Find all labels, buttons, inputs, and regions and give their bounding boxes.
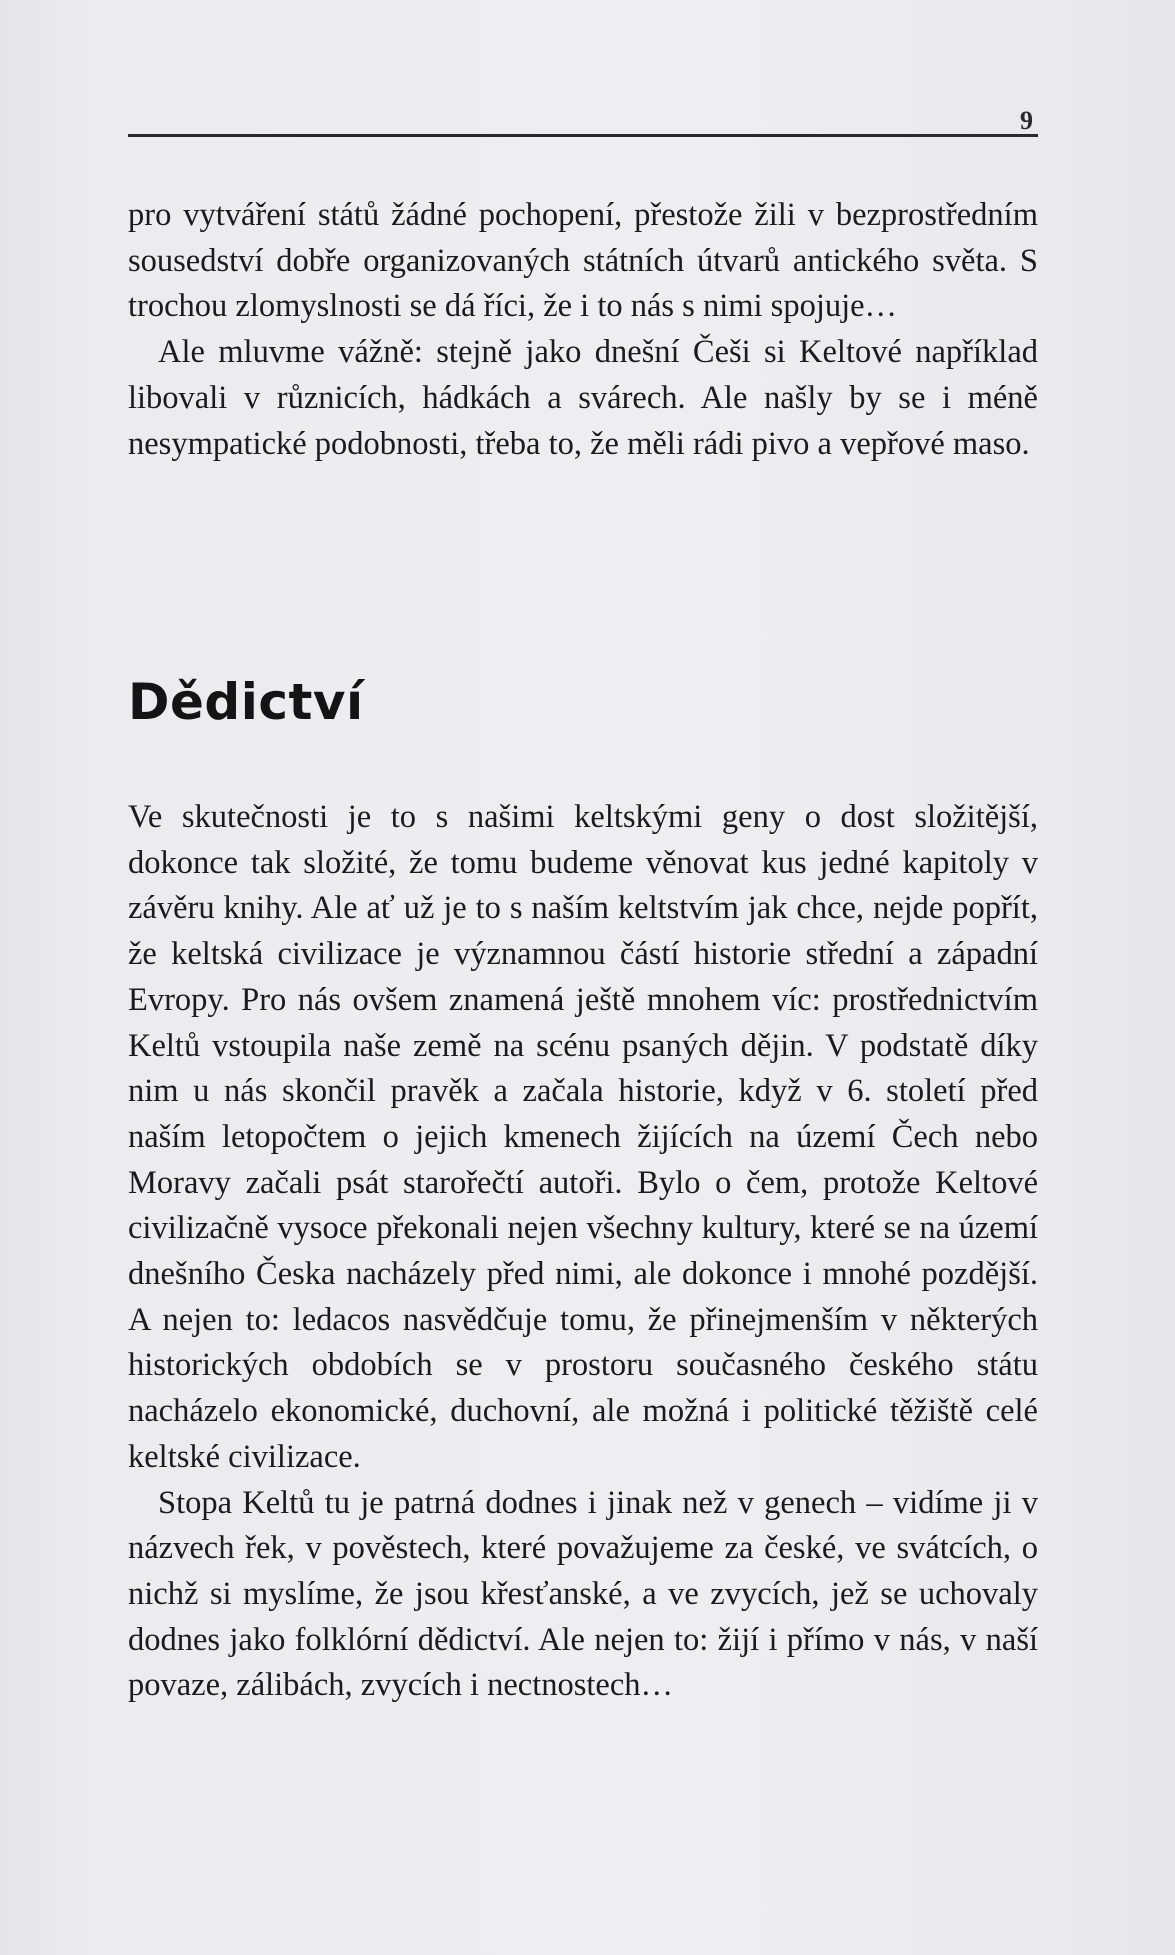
intro-text xyxy=(128,193,1038,467)
header-rule xyxy=(128,134,1038,137)
section-paragraph-2: Stopa Keltů tu je patrná dodnes i jinak než v genech – vidíme ji v názvech řek, v pověstech, které považujeme za české, ve svátcích, o nichž si myslíme, že jsou křesťanské, a ve zvycích, jež se uchovaly dodnes jako folklórní dědictví. Ale nejen to: žijí i přímo v nás, v naší povaze, zálibách, zvycích i nectnostech… xyxy=(128,1484,1038,1704)
intro-paragraph-2: Ale mluvme vážně: stejně jako dnešní Češi si Keltové například libovali v různicích, hádkách a svárech. Ale našly by se i méně nesympatické podobnosti, třeba to, že měli rádi pivo a vepřové maso. xyxy=(128,334,1038,462)
page-number: 9 xyxy=(1020,106,1033,135)
section-heading: Dědictví xyxy=(128,673,364,731)
intro-paragraph-1: pro vytváření států žádné pochopení, přestože žili v bezprostředním sousedství dobře organizovaných státních útvarů antického světa. S trochou zlomyslnosti se dá říci, že i to nás s nimi spojuje… xyxy=(128,197,1038,325)
section-paragraph-1: Ve skutečnosti je to s našimi keltskými geny o dost složitější, dokonce tak složité, že tomu budeme věnovat kus jedné kapitoly v závěru knihy. Ale ať už je to s naším keltstvím jak chce, nejde popřít, že keltská civilizace je významnou částí historie střední a západní Evropy. Pro nás ovšem znamená ještě mnohem víc: prostřednictvím Keltů vstoupila naše země na scénu psaných dějin. V podstatě díky nim u nás skončil pravěk a začala historie, když v 6. století před naším letopočtem o jejich kmenech žijících na území Čech nebo Moravy začali psát starořečtí autoři. Bylo o čem, protože Keltové civilizačně vysoce překonali nejen všechny kultury, které se na území dnešního Česka nacházely před nimi, ale dokonce i mnohé pozdější. A nejen to: ledacos nasvědčuje tomu, že přinejmenším v některých historických obdobích se v prostoru současného českého státu nacházelo ekonomické, duchovní, ale možná i politické těžiště celé keltské civilizace. xyxy=(128,799,1038,1475)
section-body xyxy=(128,795,1038,1709)
